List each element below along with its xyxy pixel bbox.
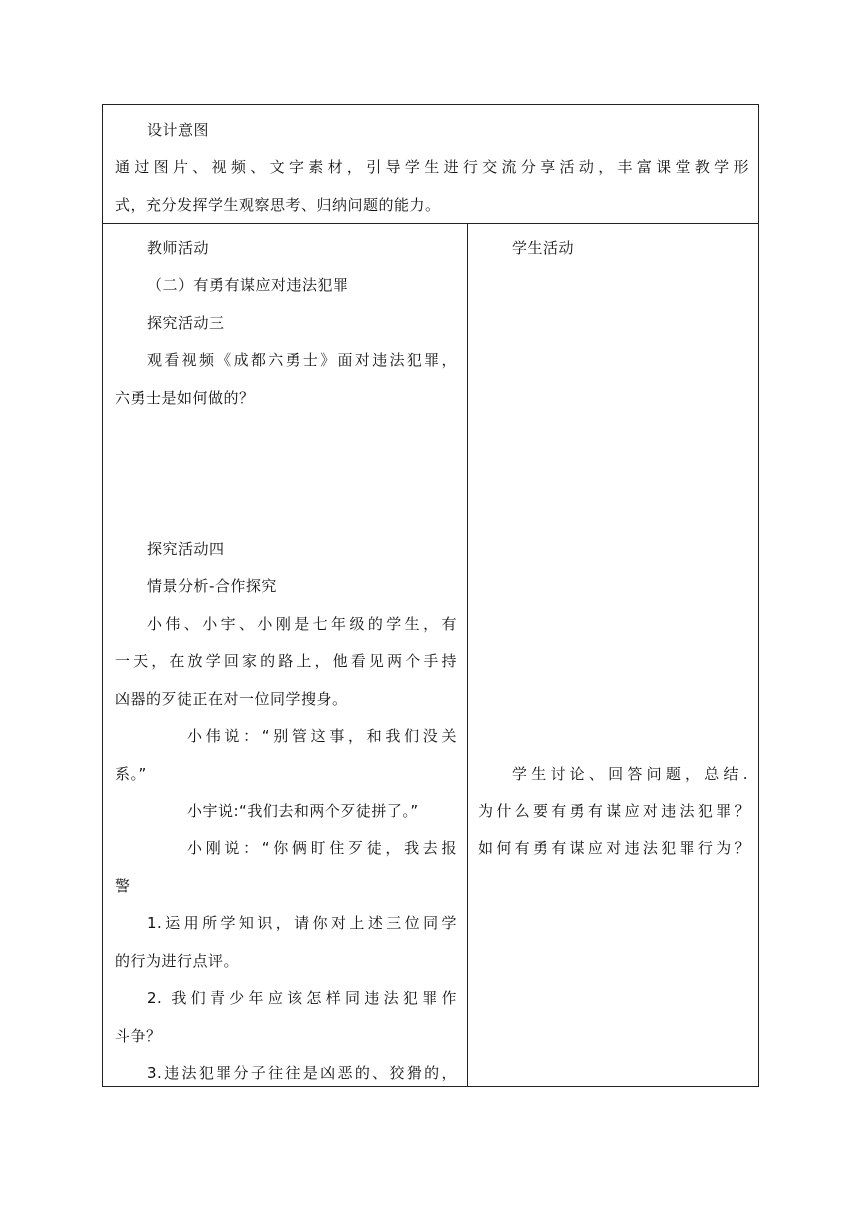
teacher-activity-heading: 教师活动 [147,239,210,257]
student-activity-line-2: 为什么要有勇有谋应对违法犯罪？ [478,802,750,820]
quote-xiaogang-line-2: 警 [115,877,131,895]
design-intent-heading: 设计意图 [147,121,210,139]
activity-3-title: 探究活动三 [147,314,225,332]
quote-xiaoyu: 小宇说:“我们去和两个歹徒拼了。” [187,802,419,820]
question-3-line-1: 3.违法犯罪分子往往是凶恶的、狡猾的， [147,1064,457,1082]
student-activity-cell [467,223,759,1087]
design-intent-line-2: 式，充分发挥学生观察思考、归纳问题的能力。 [115,196,441,214]
activity-3-line-1: 观看视频《成都六勇士》面对违法犯罪， [147,351,457,369]
activity-4-title: 探究活动四 [147,540,225,558]
student-activity-line-3: 如何有勇有谋应对违法犯罪行为？ [478,839,750,857]
quote-xiaowei-line-2: 系。” [115,765,147,783]
question-2-line-1: 2. 我们青少年应该怎样同违法犯罪作 [147,989,457,1007]
scenario-line-3: 凶器的歹徒正在对一位同学搜身。 [115,690,348,708]
question-2-line-2: 斗争？ [115,1027,162,1045]
activity-4-subtitle: 情景分析-合作探究 [147,577,277,595]
question-1-line-2: 的行为进行点评。 [115,952,240,970]
activity-3-line-2: 六勇士是如何做的？ [115,389,255,407]
question-1-line-1: 1.运用所学知识，请你对上述三位同学 [147,914,457,932]
scenario-line-1: 小伟、小宇、小刚是七年级的学生，有 [147,615,457,633]
quote-xiaogang-line-1: 小刚说：“你俩盯住歹徒，我去报 [187,839,457,857]
section-title: （二）有勇有谋应对违法犯罪 [147,276,349,294]
design-intent-line-1: 通过图片、视频、文字素材，引导学生进行交流分享活动，丰富课堂教学形 [115,158,749,176]
student-activity-line-1: 学生讨论、回答问题，总结. [512,765,748,783]
teacher-activity-cell [102,223,468,1087]
student-activity-heading: 学生活动 [512,239,575,257]
design-intent-cell [102,104,759,224]
scenario-line-2: 一天，在放学回家的路上，他看见两个手持 [115,652,457,670]
quote-xiaowei-line-1: 小伟说：“别管这事，和我们没关 [187,727,457,745]
